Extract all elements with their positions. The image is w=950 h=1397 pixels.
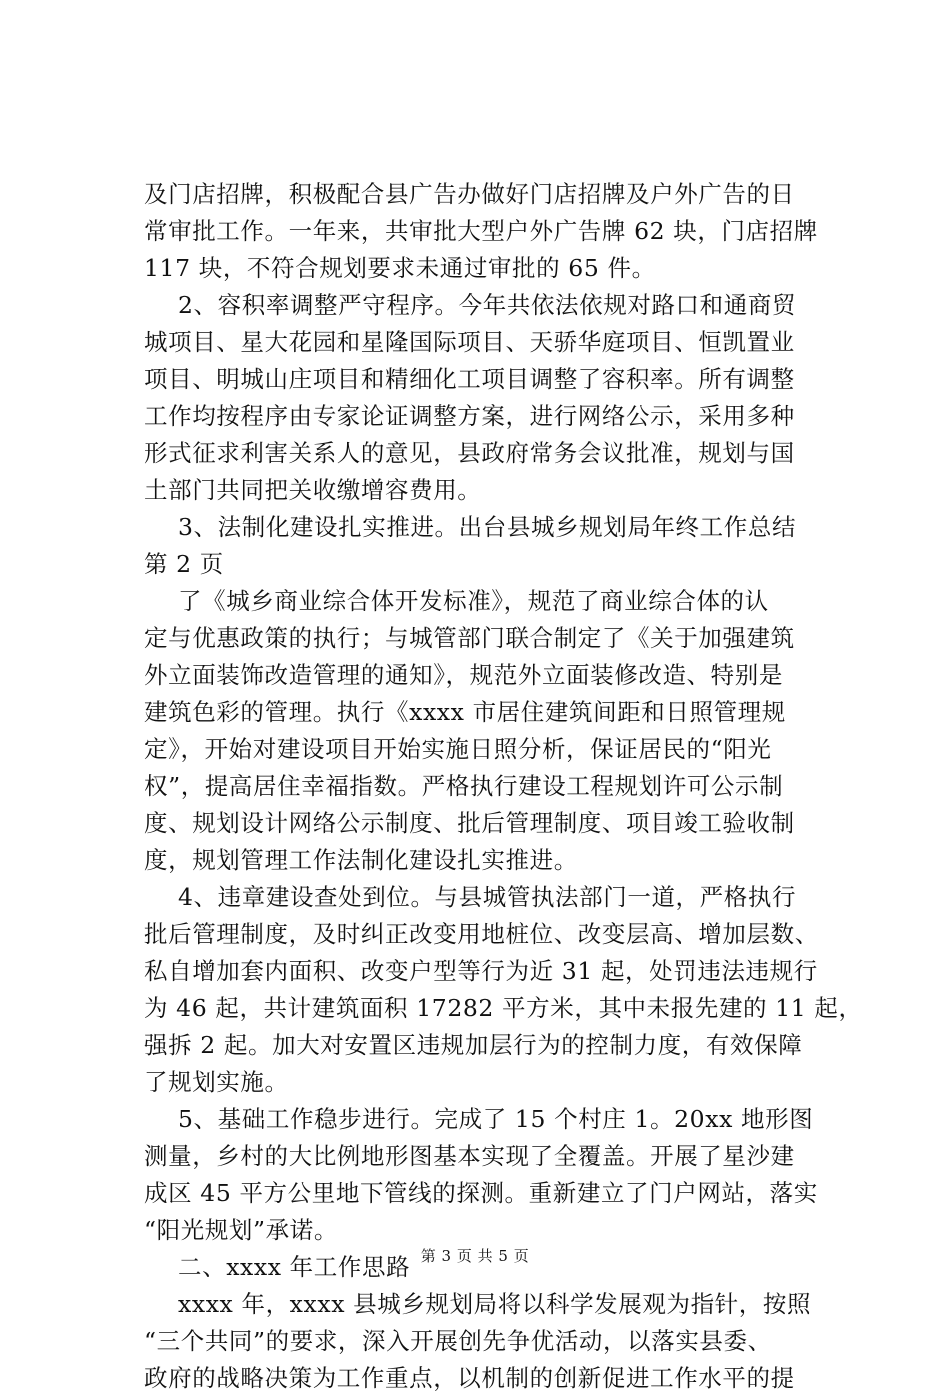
text-line: 权”，提高居住幸福指数。严格执行建设工程规划许可公示制 [144,772,784,800]
text-line: 私自增加套内面积、改变户型等行为近 31 起，处罚违法违规行 [144,957,818,985]
text-line: 外立面装饰改造管理的通知》，规范外立面装修改造、特别是 [144,661,783,689]
text-line: 建筑色彩的管理。执行《xxxx 市居住建筑间距和日照管理规 [144,698,786,726]
text-line: 了规划实施。 [144,1068,289,1096]
text-line: 城项目、星大花园和星隆国际项目、天骄华庭项目、恒凯置业 [144,328,795,356]
text-line: 为 46 起，共计建筑面积 17282 平方米，其中未报先建的 11 起， [144,994,863,1022]
text-line: 成区 45 平方公里地下管线的探测。重新建立了门户网站，落实 [144,1179,818,1207]
text-line: 形式征求利害关系人的意见，县政府常务会议批准，规划与国 [144,439,795,467]
text-line: 及门店招牌，积极配合县广告办做好门店招牌及户外广告的日 [144,180,795,208]
text-line: 土部门共同把关收缴增容费用。 [144,476,482,504]
document-body [144,176,863,1397]
text-line: 项目、明城山庄项目和精细化工项目调整了容积率。所有调整 [144,365,795,393]
text-line: “阳光规划”承诺。 [144,1216,338,1244]
text-line: 2、容积率调整严守程序。今年共依法依规对路口和通商贸 [178,291,797,319]
text-line: “三个共同”的要求，深入开展创先争优活动，以落实县委、 [144,1327,772,1355]
text-line: 二、xxxx 年工作思路 [178,1253,411,1281]
text-line: 第 2 页 [144,550,224,578]
text-line: 定与优惠政策的执行；与城管部门联合制定了《关于加强建筑 [144,624,795,652]
text-line: 工作均按程序由专家论证调整方案，进行网络公示，采用多种 [144,402,795,430]
text-line: xxxx 年，xxxx 县城乡规划局将以科学发展观为指针，按照 [178,1290,812,1318]
text-line: 测量，乡村的大比例地形图基本实现了全覆盖。开展了星沙建 [144,1142,795,1170]
text-line: 度、规划设计网络公示制度、批后管理制度、项目竣工验收制 [144,809,795,837]
text-line: 批后管理制度，及时纠正改变用地桩位、改变层高、增加层数、 [144,920,819,948]
text-line: 政府的战略决策为工作重点，以机制的创新促进工作水平的提 [144,1364,795,1392]
text-line: 117 块，不符合规划要求未通过审批的 65 件。 [144,254,656,282]
text-line: 强拆 2 起。加大对安置区违规加层行为的控制力度，有效保障 [144,1031,803,1059]
page-footer: 第 3 页 共 5 页 [420,1247,530,1265]
text-line: 定》，开始对建设项目开始实施日照分析，保证居民的“阳光 [144,735,772,763]
text-line: 度，规划管理工作法制化建设扎实推进。 [144,846,578,874]
text-line: 了《城乡商业综合体开发标准》，规范了商业综合体的认 [178,587,769,615]
text-line: 常审批工作。一年来，共审批大型户外广告牌 62 块，门店招牌 [144,217,818,245]
text-line: 5、基础工作稳步进行。完成了 15 个村庄 1。20xx 地形图 [178,1105,814,1133]
text-line: 3、法制化建设扎实推进。出台县城乡规划局年终工作总结 [178,513,797,541]
text-line: 4、违章建设查处到位。与县城管执法部门一道，严格执行 [178,883,797,911]
